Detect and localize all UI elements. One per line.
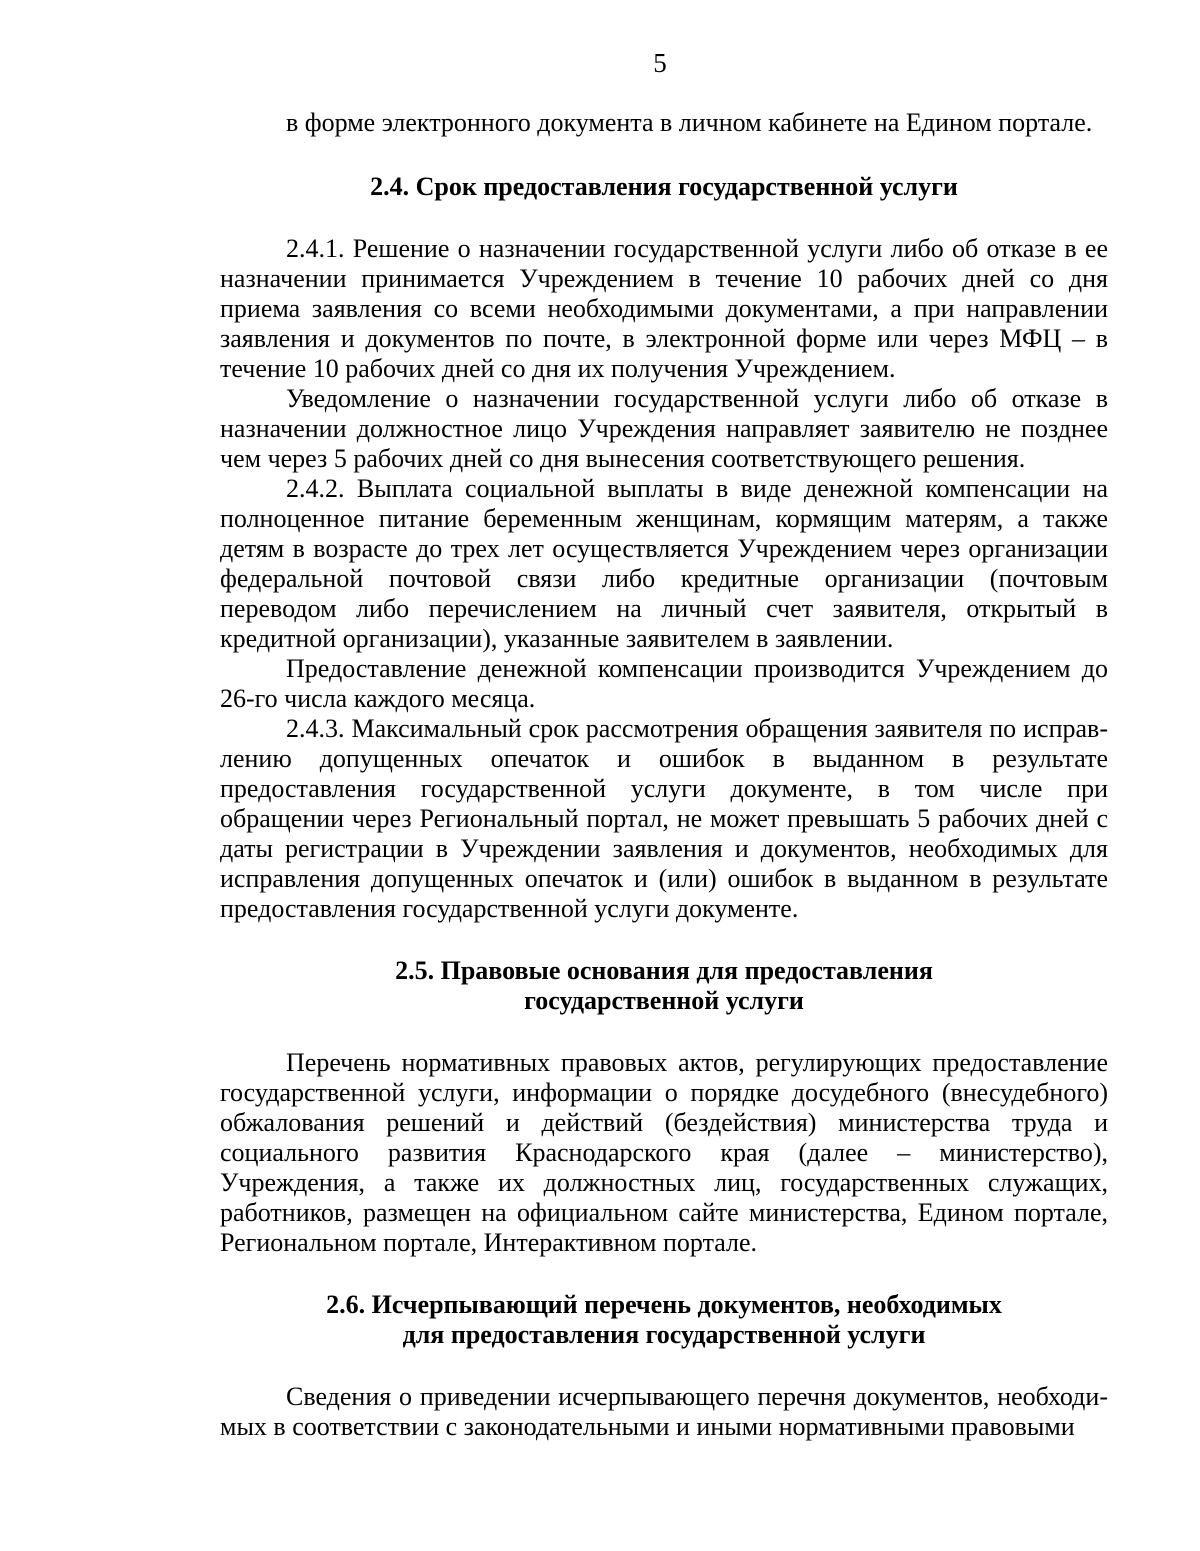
section-heading-2-5 bbox=[220, 956, 1108, 1016]
section-heading-line: 2.5. Правовые основания для предоставления bbox=[395, 956, 933, 985]
section-heading-line: государственной услуги bbox=[524, 986, 804, 1015]
section-heading-line: для предоставления государственной услуги bbox=[402, 1320, 926, 1349]
page-number: 5 bbox=[653, 48, 667, 78]
paragraph-2-5: Перечень нормативных правовых актов, регулирующих предоставление государственной услуги, информации о порядке досудебного (внесудебного) обжалования решений и действий (бездействия) министерства труда и социального развития Краснодарского края (далее – министерство), Учреждения, а также их должностных лиц, государственных служащих, работников, размещен на официальном сайте министерства, Едином портале, Региональном портале, Интерактивном портале. bbox=[220, 1048, 1108, 1257]
paragraph-2-4-3: 2.4.3. Максимальный срок рассмотрения обращения заявителя по исправлению допущенных опечаток и ошибок в выданном в результате предоставления государственной услуги документе, в том числе при обращении через Региональный портал, не может превышать 5 рабочих дней с даты регистрации в Учреждении заявления и документов, необходимых для исправления допущенных опечаток и (или) ошибок в выданном в результате предоставления государственной услуги документе. bbox=[220, 714, 1108, 923]
paragraph-compensation-date: Предоставление денежной компенсации производится Учреждением до 26-го числа каждого месяца. bbox=[220, 654, 1108, 713]
section-heading-line: 2.4. Срок предоставления государственной услуги bbox=[370, 172, 958, 201]
paragraph-2-4-1: 2.4.1. Решение о назначении государственной услуги либо об отказе в ее назначении принимается Учреждением в течение 10 рабочих дней со дня приема заявления со всеми необходимыми документами, а при направлении заявления и документов по почте, в электронной форме или через МФЦ – в течение 10 рабочих дней со дня их получения Учреждением. bbox=[220, 234, 1108, 383]
intro-paragraph: в форме электронного документа в личном кабинете на Едином портале. bbox=[286, 108, 1093, 137]
paragraph-2-6: Сведения о приведении исчерпывающего перечня документов, необходимых в соответствии с законодательными и иными нормативными правовыми bbox=[220, 1382, 1108, 1441]
section-heading-2-4 bbox=[220, 172, 1108, 202]
paragraph-2-4-2: 2.4.2. Выплата социальной выплаты в виде денежной компенсации на полноценное питание беременным женщинам, кормящим матерям, а также детям в возрасте до трех лет осуществляется Учреждением через организации федеральной почтовой связи либо кредитные организации (почтовым переводом либо перечислением на личный счет заявителя, открытый в кредитной организации), указанные заявителем в заявлении. bbox=[220, 474, 1108, 653]
paragraph-notification: Уведомление о назначении государственной услуги либо об отказе в назначении должностное лицо Учреждения направляет заявителю не позднее чем через 5 рабочих дней со дня вынесения соответствующего решения. bbox=[220, 384, 1108, 473]
page-content bbox=[220, 108, 1108, 1442]
section-heading-2-6 bbox=[220, 1290, 1108, 1350]
section-heading-line: 2.6. Исчерпывающий перечень документов, необходимых bbox=[326, 1290, 1002, 1319]
